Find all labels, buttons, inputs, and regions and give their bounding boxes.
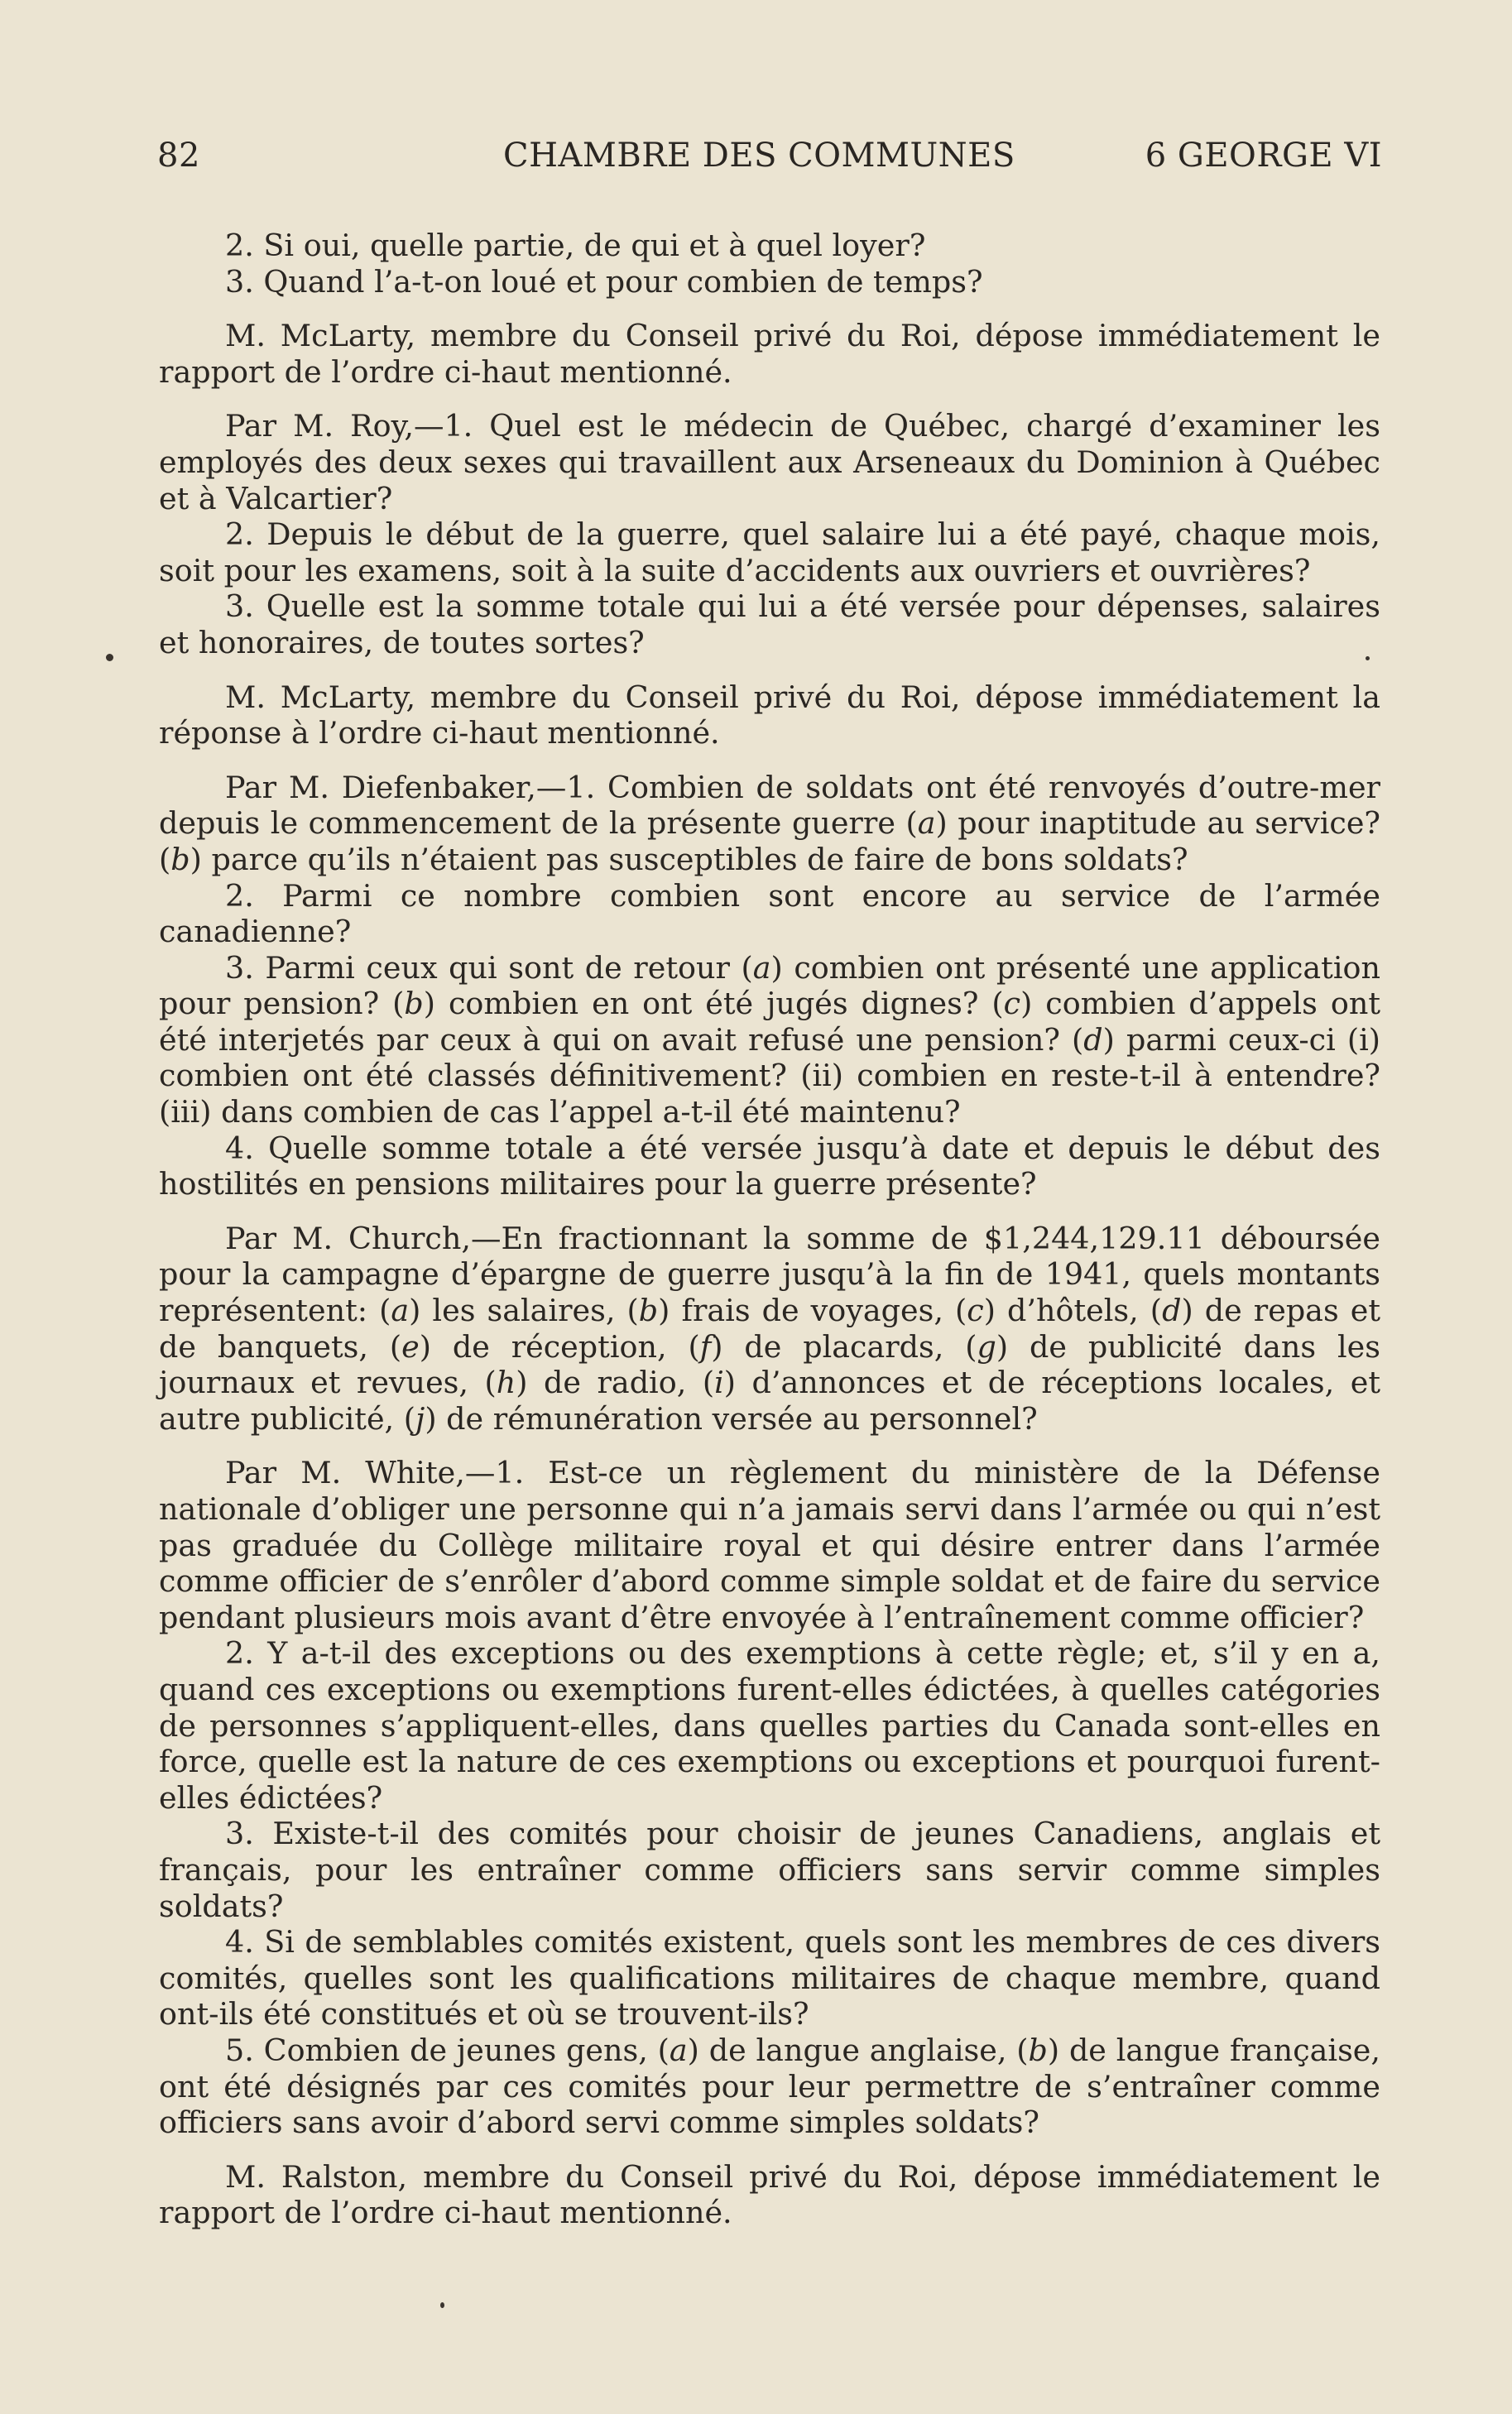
text-run: ) d’annonces et de réceptions locales, et autre publicité, (: [159, 1365, 1380, 1437]
enumeration-letter: b: [638, 1293, 659, 1329]
enumeration-letter: b: [1028, 2032, 1048, 2068]
paragraph: [159, 2032, 1380, 2141]
enumeration-letter: e: [401, 1328, 420, 1365]
text-run: 3. Quand l’a-t-on loué et pour combien de temps?: [225, 263, 983, 300]
enumeration-letter: d: [1162, 1293, 1182, 1329]
text-run: 2. Parmi ce nombre combien sont encore au service de l’armée canadienne?: [159, 877, 1380, 950]
print-speck: [440, 2302, 444, 2308]
paragraph: [159, 1924, 1380, 2032]
paragraph: [159, 588, 1380, 660]
enumeration-letter: d: [1083, 1021, 1103, 1058]
enumeration-letter: b: [170, 841, 190, 877]
print-speck: [1366, 656, 1370, 660]
body-text: [159, 228, 1380, 2231]
text-run: ) les salaires, (: [409, 1293, 639, 1329]
text-run: M. Ralston, membre du Conseil privé du Roi, dépose immédiatement le rapport de l’ordre ci-haut mentionné.: [159, 2158, 1380, 2231]
print-speck: [106, 654, 113, 661]
enumeration-letter: i: [714, 1365, 724, 1401]
enumeration-letter: c: [1003, 986, 1021, 1022]
enumeration-letter: a: [669, 2032, 688, 2068]
text-run: 2. Si oui, quelle partie, de qui et à quel loyer?: [225, 228, 926, 263]
enumeration-letter: b: [404, 986, 424, 1022]
paragraph: [159, 1221, 1380, 1437]
paragraph: [159, 770, 1380, 878]
text-run: ) de placards, (: [711, 1328, 977, 1365]
text-run: M. McLarty, membre du Conseil privé du Roi, dépose immédiatement la réponse à l’ordre ci-haut mentionné.: [159, 679, 1380, 751]
paragraph: [159, 1635, 1380, 1816]
text-run: ) de repas et de banquets, (: [159, 1293, 1381, 1365]
enumeration-letter: j: [415, 1400, 425, 1437]
text-run: ) frais de voyages, (: [658, 1293, 967, 1329]
enumeration-letter: a: [917, 805, 936, 842]
paragraph: [159, 1816, 1380, 1924]
paragraph: [159, 679, 1380, 751]
text-run: ) de publicité dans les journaux et revues, (: [159, 1328, 1380, 1401]
text-run: 2. Y a-t-il des exceptions ou des exemptions à cette règle; et, s’il y en a, quand ces exceptions ou exemptions furent-elles édictées, à quelles catégories de personnes s’appliquent-elles, dans quelles parties du Canada sont-elles en force, quelle est la nature de ces exemptions ou exceptions et pourquoi furent-elles édictées?: [159, 1635, 1380, 1816]
reign-label: 6 GEORGE VI: [1145, 137, 1382, 175]
text-run: 3. Existe-t-il des comités pour choisir de jeunes Canadiens, anglais et français, pour les entraîner comme officiers sans servir comme simples soldats?: [159, 1816, 1380, 1924]
enumeration-letter: c: [967, 1293, 984, 1329]
enumeration-letter: h: [496, 1365, 516, 1401]
text-run: ) combien ont présenté une application pour pension? (: [159, 949, 1381, 1022]
paragraph: [159, 408, 1380, 516]
text-run: M. McLarty, membre du Conseil privé du Roi, dépose immédiatement le rapport de l’ordre ci-haut mentionné.: [159, 318, 1380, 390]
text-run: 2. Depuis le début de la guerre, quel salaire lui a été payé, chaque mois, soit pour les examens, soit à la suite d’accidents aux ouvriers et ouvrières?: [159, 516, 1380, 588]
text-run: 4. Si de semblables comités existent, quels sont les membres de ces divers comités, quelles sont les qualifications militaires de chaque membre, quand ont-ils été constitués et où se trouvent-ils?: [159, 1924, 1380, 2032]
paragraph: [159, 318, 1380, 390]
page-number: 82: [157, 137, 200, 175]
enumeration-letter: a: [391, 1293, 410, 1329]
text-run: 4. Quelle somme totale a été versée jusqu’à date et depuis le début des hostilités en pensions militaires pour la guerre présente?: [159, 1130, 1380, 1202]
enumeration-letter: a: [752, 949, 771, 986]
text-run: ) parmi ceux-ci (i) combien ont été classés définitivement? (ii) combien en reste-t-il à entendre? (iii) dans combien de cas l’appel a-t-il été maintenu?: [159, 1021, 1380, 1130]
paragraph: [159, 1130, 1380, 1202]
text-run: ) de rémunération versée au personnel?: [425, 1400, 1038, 1437]
paragraph: [159, 878, 1380, 950]
text-run: Par M. White,—1. Est-ce un règlement du ministère de la Défense nationale d’obliger une personne qui n’a jamais servi dans l’armée ou qui n’est pas graduée du Collège militaire royal et qui désire entrer dans l’armée comme officier de s’enrôler d’abord comme simple soldat et de faire du service pendant plusieurs mois avant d’être envoyée à l’entraînement comme officier?: [159, 1455, 1380, 1635]
paragraph: [159, 228, 1380, 264]
text-run: ) de langue anglaise, (: [687, 2032, 1029, 2068]
text-run: ) pour inaptitude au service? (: [159, 805, 1380, 877]
text-run: ) combien d’appels ont été interjetés par ceux à qui on avait refusé une pension? (: [159, 986, 1380, 1058]
paragraph: [159, 264, 1380, 300]
text-run: Par M. Roy,—1. Quel est le médecin de Québec, chargé d’examiner les employés des deux sexes qui travaillent aux Arseneaux du Dominion à Québec et à Valcartier?: [159, 408, 1380, 516]
text-run: ) parce qu’ils n’étaient pas susceptibles de faire de bons soldats?: [190, 841, 1188, 877]
enumeration-letter: f: [699, 1328, 712, 1365]
paragraph: [159, 516, 1380, 588]
paragraph: [159, 2159, 1380, 2231]
text-run: ) de langue française, ont été désignés par ces comités pour leur permettre de s’entraîner comme officiers sans avoir d’abord servi comme simples soldats?: [159, 2032, 1381, 2141]
text-run: 3. Parmi ceux qui sont de retour (: [225, 949, 753, 986]
text-run: Par M. Church,—En fractionnant la somme de $1,244,129.11 déboursée pour la campagne d’épargne de guerre jusqu’à la fin de 1941, quels montants représentent: (: [159, 1220, 1380, 1329]
text-run: ) de radio, (: [516, 1365, 715, 1401]
paragraph: [159, 1455, 1380, 1635]
text-run: ) combien en ont été jugés dignes? (: [423, 986, 1004, 1022]
text-run: Par M. Diefenbaker,—1. Combien de soldats ont été renvoyés d’outre-mer depuis le commencement de la présente guerre (: [159, 769, 1380, 842]
text-run: ) d’hôtels, (: [983, 1293, 1163, 1329]
text-run: 3. Quelle est la somme totale qui lui a été versée pour dépenses, salaires et honoraires, de toutes sortes?: [159, 588, 1380, 660]
enumeration-letter: g: [977, 1328, 996, 1365]
paragraph: [159, 950, 1380, 1130]
text-run: 5. Combien de jeunes gens, (: [225, 2032, 670, 2068]
text-run: ) de réception, (: [419, 1328, 700, 1365]
running-head: [157, 137, 1382, 186]
page-title: CHAMBRE DES COMMUNES: [503, 137, 1015, 175]
